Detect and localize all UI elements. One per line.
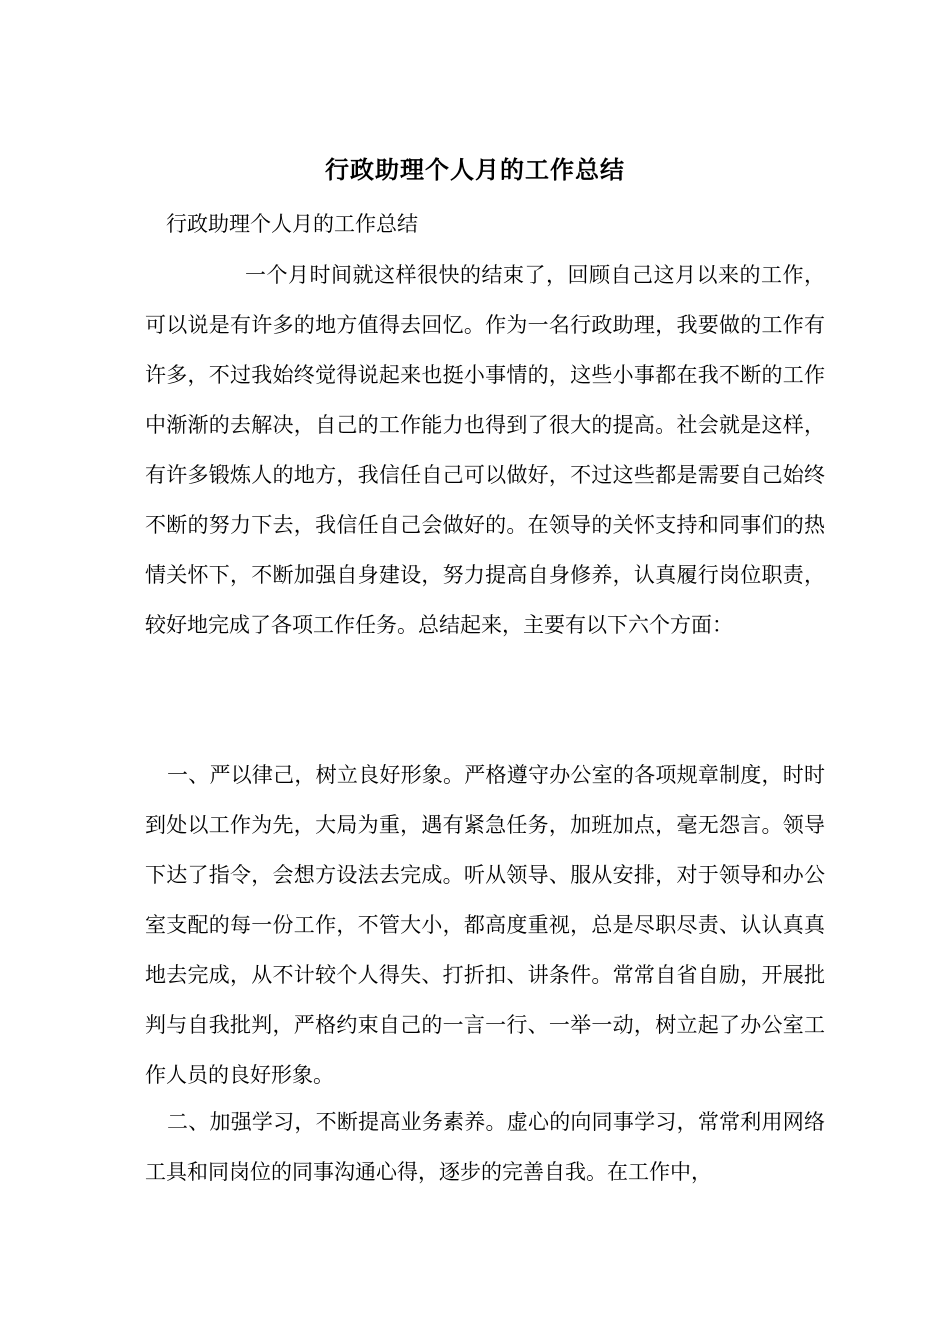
paragraph-intro: 一个月时间就这样很快的结束了，回顾自己这月以来的工作，可以说是有许多的地方值得去回忆。作为一名行政助理，我要做的工作有许多，不过我始终觉得说起来也挺小事情的，这些小事都在我不断的工作中渐渐的去解决，自己的工作能力也得到了很大的提高。社会就是这样，有许多锻炼人的地方，我信任自己可以做好，不过这些都是需要自己始终不断的努力下去，我信任自己会做好的。在领导的关怀支持和同事们的热情关怀下，不断加强自身建设，努力提高自身修养，认真履行岗位职责，较好地完成了各项工作任务。总结起来，主要有以下六个方面：: [145, 263, 825, 637]
document-title: 行政助理个人月的工作总结: [325, 155, 625, 184]
paragraph-section-two: 二、加强学习，不断提高业务素养。虚心的向同事学习，常常利用网络工具和同岗位的同事沟通心得，逐步的完善自我。在工作中，: [145, 1110, 825, 1184]
paragraph-section-one: 一、严以律己，树立良好形象。严格遵守办公室的各项规章制度，时时到处以工作为先，大局为重，遇有紧急任务，加班加点，毫无怨言。领导下达了指令，会想方设法去完成。听从领导、服从安排，对于领导和办公室支配的每一份工作，不管大小，都高度重视，总是尽职尽责、认认真真地去完成，从不计较个人得失、打折扣、讲条件。常常自省自励，开展批判与自我批判，严格约束自己的一言一行、一举一动，树立起了办公室工作人员的良好形象。: [145, 763, 825, 1087]
document-subtitle: 行政助理个人月的工作总结: [166, 212, 418, 236]
